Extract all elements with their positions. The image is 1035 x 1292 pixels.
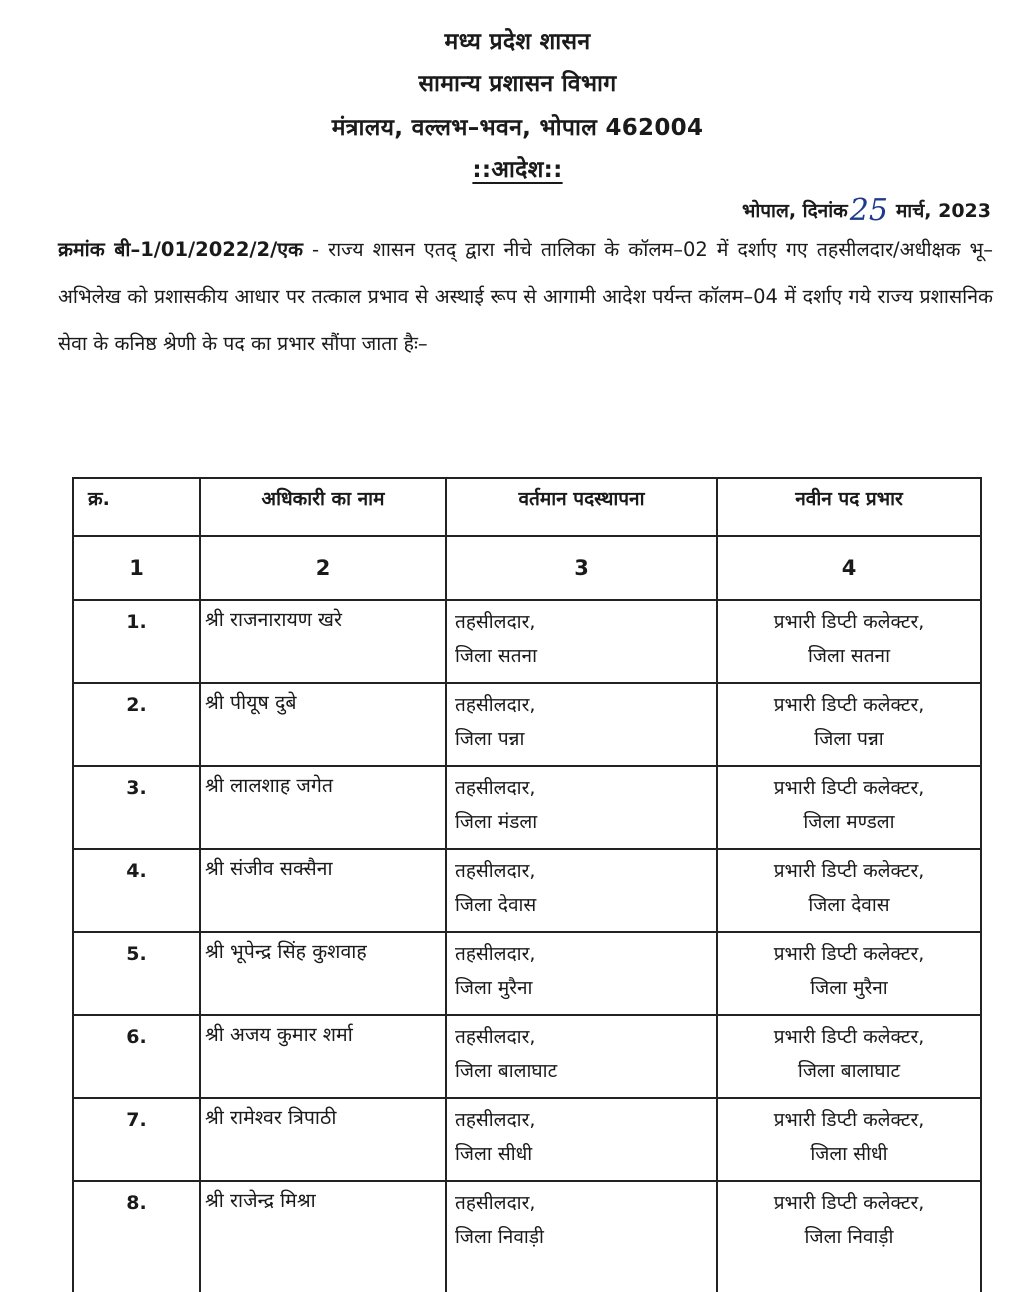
header-officer-name: अधिकारी का नाम	[200, 478, 446, 536]
current-posting	[446, 1098, 717, 1181]
charge-designation: प्रभारी डिप्टी कलेक्टर,	[773, 1026, 925, 1048]
officer-table	[72, 477, 982, 1292]
officer-name: श्री रामेश्वर त्रिपाठी	[200, 1098, 446, 1181]
posting-designation: तहसीलदार,	[455, 1192, 536, 1214]
current-posting	[446, 683, 717, 766]
table-row	[73, 1015, 981, 1098]
posting-designation: तहसीलदार,	[455, 860, 536, 882]
serial-number: 5.	[73, 932, 200, 1015]
table-row	[73, 766, 981, 849]
charge-designation: प्रभारी डिप्टी कलेक्टर,	[773, 611, 925, 633]
charge-district: जिला मण्डला	[803, 811, 895, 833]
posting-district: जिला बालाघाट	[455, 1060, 558, 1082]
posting-district: जिला सीधी	[455, 1143, 533, 1165]
order-text: - राज्य शासन एतद् द्वारा नीचे तालिका के कॉलम–02 में दर्शाए गए तहसीलदार/अधीक्षक भू–अभिलेख को प्रशासकीय आधार पर तत्काल प्रभाव से अस्थाई रूप से आगामी आदेश पर्यन्त कॉलम–04 में दर्शाए गये राज्य प्रशासनिक सेवा के कनिष्ठ श्रेणी के पद का प्रभार सौंपा जाता हैः–	[58, 238, 993, 355]
new-charge	[717, 600, 981, 683]
posting-district: जिला पन्ना	[455, 728, 525, 750]
order-body	[58, 226, 993, 367]
current-posting	[446, 1181, 717, 1292]
officer-name: श्री लालशाह जगेत	[200, 766, 446, 849]
table-row	[73, 932, 981, 1015]
charge-district: जिला मुरैना	[810, 977, 888, 999]
date-suffix: मार्च, 2023	[895, 200, 991, 222]
officer-name: श्री पीयूष दुबे	[200, 683, 446, 766]
charge-designation: प्रभारी डिप्टी कलेक्टर,	[773, 1109, 925, 1131]
serial-number: 7.	[73, 1098, 200, 1181]
office-address: मंत्रालय, वल्लभ–भवन, भोपाल 462004	[331, 115, 704, 141]
new-charge	[717, 766, 981, 849]
table-row	[73, 1181, 981, 1292]
header-current-posting: वर्तमान पदस्थापना	[446, 478, 717, 536]
charge-designation: प्रभारी डिप्टी कलेक्टर,	[773, 1192, 925, 1214]
header-serial: क्र.	[73, 478, 200, 536]
header-new-charge: नवीन पद प्रभार	[717, 478, 981, 536]
posting-district: जिला मुरैना	[455, 977, 533, 999]
current-posting	[446, 932, 717, 1015]
government-title: मध्य प्रदेश शासन	[444, 29, 591, 55]
officer-name: श्री अजय कुमार शर्मा	[200, 1015, 446, 1098]
new-charge	[717, 932, 981, 1015]
current-posting	[446, 1015, 717, 1098]
column-number: 2	[200, 536, 446, 600]
table-row	[73, 1098, 981, 1181]
new-charge	[717, 1181, 981, 1292]
charge-designation: प्रभारी डिप्टी कलेक्टर,	[773, 777, 925, 799]
posting-designation: तहसीलदार,	[455, 777, 536, 799]
table-row	[73, 849, 981, 932]
posting-designation: तहसीलदार,	[455, 943, 536, 965]
new-charge	[717, 1015, 981, 1098]
posting-designation: तहसीलदार,	[455, 1026, 536, 1048]
charge-district: जिला देवास	[808, 894, 890, 916]
officer-name: श्री राजेन्द्र मिश्रा	[200, 1181, 446, 1292]
column-number: 3	[446, 536, 717, 600]
posting-district: जिला निवाड़ी	[455, 1226, 544, 1248]
charge-district: जिला निवाड़ी	[804, 1226, 894, 1248]
handwritten-day: 25	[849, 193, 888, 228]
current-posting	[446, 849, 717, 932]
charge-district: जिला बालाघाट	[797, 1060, 901, 1082]
serial-number: 2.	[73, 683, 200, 766]
serial-number: 6.	[73, 1015, 200, 1098]
current-posting	[446, 766, 717, 849]
posting-district: जिला मंडला	[455, 811, 538, 833]
charge-designation: प्रभारी डिप्टी कलेक्टर,	[773, 860, 925, 882]
department-title: सामान्य प्रशासन विभाग	[418, 71, 617, 97]
column-number: 4	[717, 536, 981, 600]
column-number: 1	[73, 536, 200, 600]
officer-name: श्री भूपेन्द्र सिंह कुशवाह	[200, 932, 446, 1015]
serial-number: 8.	[73, 1181, 200, 1292]
charge-district: जिला पन्ना	[814, 728, 884, 750]
posting-district: जिला सतना	[455, 645, 538, 667]
new-charge	[717, 1098, 981, 1181]
order-date	[741, 190, 991, 228]
date-prefix: भोपाल, दिनांक	[741, 200, 848, 222]
posting-designation: तहसीलदार,	[455, 1109, 536, 1131]
charge-designation: प्रभारी डिप्टी कलेक्टर,	[773, 943, 925, 965]
charge-district: जिला सीधी	[810, 1143, 888, 1165]
new-charge	[717, 683, 981, 766]
charge-designation: प्रभारी डिप्टी कलेक्टर,	[773, 694, 925, 716]
new-charge	[717, 849, 981, 932]
table-header-row	[73, 478, 981, 536]
column-number-row	[73, 536, 981, 600]
posting-designation: तहसीलदार,	[455, 611, 536, 633]
table-row	[73, 683, 981, 766]
officer-name: श्री संजीव सक्सैना	[200, 849, 446, 932]
serial-number: 4.	[73, 849, 200, 932]
charge-district: जिला सतना	[807, 645, 890, 667]
serial-number: 1.	[73, 600, 200, 683]
order-heading: ::आदेश::	[472, 157, 563, 183]
posting-district: जिला देवास	[455, 894, 537, 916]
posting-designation: तहसीलदार,	[455, 694, 536, 716]
order-reference-number: क्रमांक बी–1/01/2022/2/एक	[58, 238, 304, 261]
officer-name: श्री राजनारायण खरे	[200, 600, 446, 683]
serial-number: 3.	[73, 766, 200, 849]
table-row	[73, 600, 981, 683]
current-posting	[446, 600, 717, 683]
